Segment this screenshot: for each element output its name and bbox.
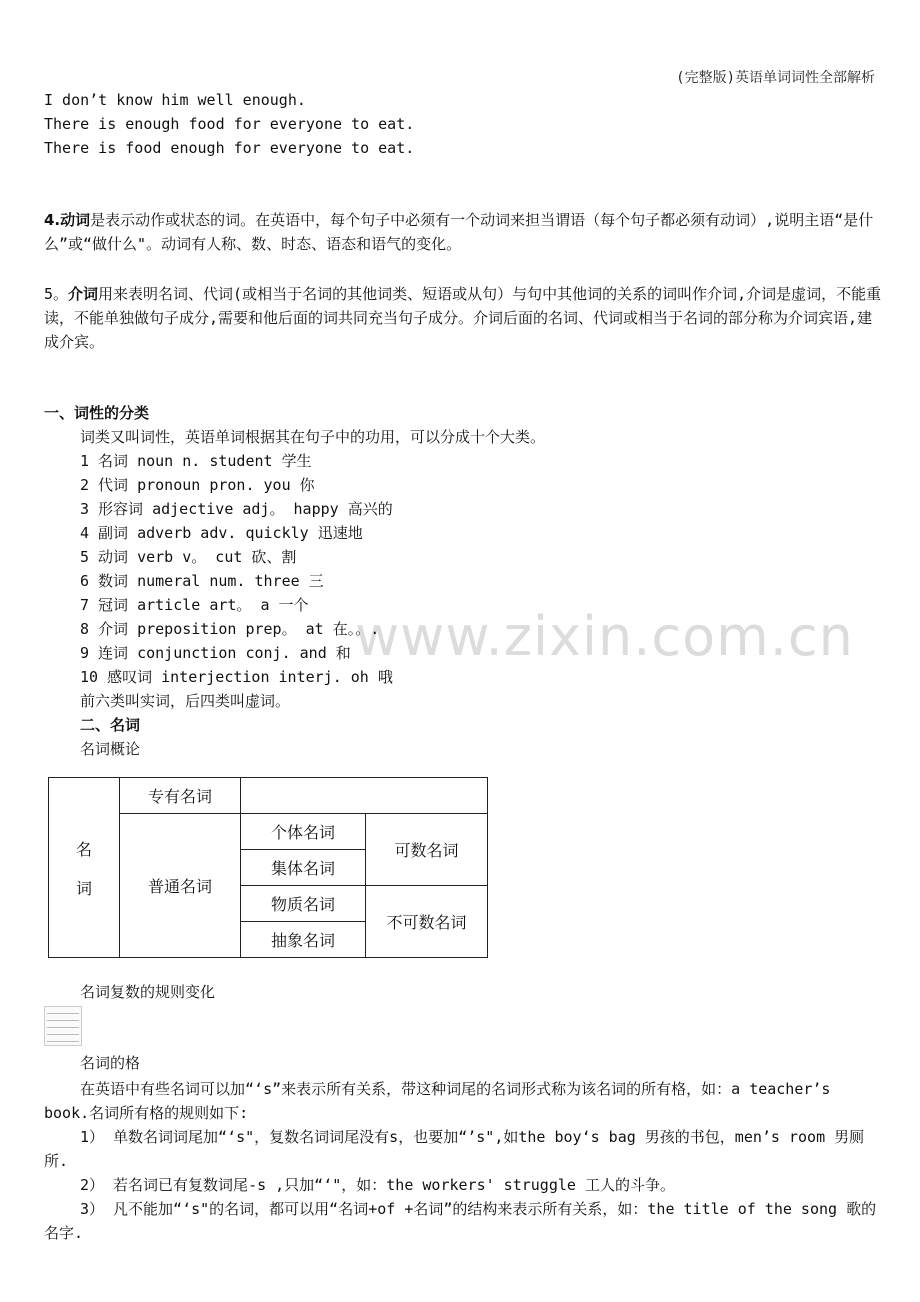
case-intro: 在英语中有些名词可以加“‘s”来表示所有关系，带这种词尾的名词形式称为该名词的所有格，如：a teacher’s book.名词所有格的规则如下: bbox=[44, 1080, 831, 1122]
table-root-cell bbox=[49, 778, 120, 958]
table-collective-noun: 集体名词 bbox=[241, 850, 366, 886]
watermark: www.zixin.com.cn bbox=[355, 605, 854, 668]
verb-text: 是表示动作或状态的词。在英语中，每个句子中必须有一个动词来担当谓语（每个句子都必须有动词）,说明主语“是什么”或“做什么"。动词有人称、数、时态、语态和语气的变化。 bbox=[44, 211, 874, 253]
case-rule-2: 2） 若名词已有复数词尾-s ,只加“‘"，如：the workers' struggle 工人的斗争。 bbox=[80, 1176, 675, 1194]
table-individual-noun: 个体名词 bbox=[241, 814, 366, 850]
table-empty-cell bbox=[241, 778, 488, 814]
preposition-paragraph bbox=[44, 282, 884, 354]
pos-item-8: 8 介词 preposition prep。 at 在。。. bbox=[80, 620, 380, 638]
plural-table-thumbnail bbox=[44, 1006, 82, 1046]
table-uncountable-noun: 不可数名词 bbox=[366, 886, 488, 958]
section1-title: 一、词性的分类 bbox=[44, 404, 150, 422]
example-sentence-1: I don’t know him well enough. bbox=[44, 91, 306, 109]
section1-summary: 前六类叫实词，后四类叫虚词。 bbox=[80, 692, 291, 710]
verb-paragraph bbox=[44, 208, 884, 256]
pos-item-7: 7 冠词 article art。 a 一个 bbox=[80, 596, 309, 614]
prep-term: 介词 bbox=[68, 285, 99, 303]
noun-classification-table bbox=[48, 777, 488, 958]
table-common-noun: 普通名词 bbox=[120, 814, 241, 958]
section2-subtitle: 名词概论 bbox=[80, 740, 141, 758]
pos-item-2: 2 代词 pronoun pron. you 你 bbox=[80, 476, 315, 494]
prep-text: 用来表明名词、代词(或相当于名词的其他词类、短语或从句）与句中其他词的关系的词叫作介词,介词是虚词，不能重读，不能单独做句子成分,需要和他后面的词共同充当句子成分。介词后面的名词、代词或相当于名词的部分称为介词宾语,建成介宾。 bbox=[44, 285, 882, 351]
example-sentence-2: There is enough food for everyone to eat. bbox=[44, 115, 415, 133]
table-material-noun: 物质名词 bbox=[241, 886, 366, 922]
section1-intro: 词类又叫词性，英语单词根据其在句子中的功用，可以分成十个大类。 bbox=[80, 428, 546, 446]
example-sentence-3: There is food enough for everyone to eat. bbox=[44, 139, 415, 157]
table-root-bottom: 词 bbox=[75, 878, 92, 898]
pos-item-9: 9 连词 conjunction conj. and 和 bbox=[80, 644, 351, 662]
table-proper-noun: 专有名词 bbox=[120, 778, 241, 814]
plural-rules-title: 名词复数的规则变化 bbox=[80, 983, 216, 1001]
pos-item-10: 10 感叹词 interjection interj. oh 哦 bbox=[80, 668, 393, 686]
table-root-top: 名 bbox=[75, 839, 92, 859]
table-countable-noun: 可数名词 bbox=[366, 814, 488, 886]
table-abstract-noun: 抽象名词 bbox=[241, 922, 366, 958]
prep-number: 5。 bbox=[44, 285, 69, 303]
verb-term: 动词 bbox=[60, 211, 91, 229]
section2-title: 二、名词 bbox=[80, 716, 141, 734]
case-rule-1: 1） 单数名词词尾加“‘s"，复数名词词尾没有s，也要加“’s",如the boy‘s bag 男孩的书包，men’s room 男厕所. bbox=[44, 1128, 865, 1170]
case-title: 名词的格 bbox=[80, 1054, 141, 1072]
verb-number: 4. bbox=[44, 211, 61, 229]
pos-item-3: 3 形容词 adjective adj。 happy 高兴的 bbox=[80, 500, 393, 518]
case-rule-3: 3） 凡不能加“‘s"的名词，都可以用“名词+of +名词”的结构来表示所有关系，如：the title of the song 歌的名字. bbox=[44, 1200, 877, 1242]
pos-item-4: 4 副词 adverb adv. quickly 迅速地 bbox=[80, 524, 363, 542]
page-header: (完整版)英语单词词性全部解析 bbox=[676, 70, 875, 86]
pos-item-5: 5 动词 verb v。 cut 砍、割 bbox=[80, 548, 297, 566]
pos-item-6: 6 数词 numeral num. three 三 bbox=[80, 572, 324, 590]
pos-item-1: 1 名词 noun n. student 学生 bbox=[80, 452, 312, 470]
